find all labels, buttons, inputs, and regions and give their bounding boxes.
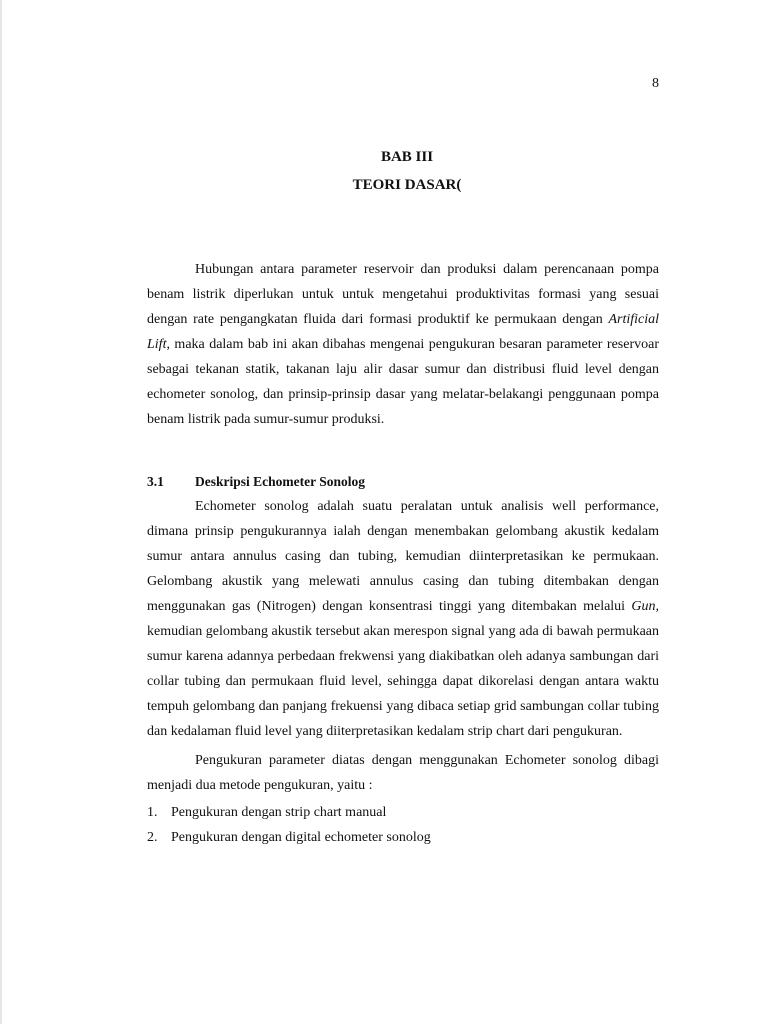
- methods-list: [147, 800, 659, 850]
- section-number: 3.1: [147, 474, 164, 489]
- chapter-number: BAB III: [380, 149, 434, 165]
- intro-paragraph: [147, 257, 659, 432]
- list-item-number: 1.: [147, 805, 158, 820]
- list-item-text: Pengukuran dengan strip chart manual: [171, 805, 387, 820]
- page-content: [147, 143, 659, 850]
- list-item: [147, 800, 659, 825]
- echometer-text-1: Echometer sonolog adalah suatu peralatan untuk analisis well performance, dimana prinsip pengukurannya ialah dengan menembakan gelombang akustik kedalam sumur antara annulus casing dan tubing, kemudian diinterpretasikan ke permukaan. Gelombang akustik yang melewati annulus casing dan tubing ditembakan dengan menggunakan gas (Nitrogen) dengan konsentrasi tinggi yang ditembakan melalui: [147, 499, 659, 614]
- echometer-paragraph: [147, 494, 659, 744]
- section-heading: [147, 469, 659, 494]
- list-item: [147, 825, 659, 850]
- intro-text-2: , maka dalam bab ini akan dibahas mengenai pengukuran besaran parameter reservoar sebagai tekanan statik, takanan laju alir dasar sumur dan distribusi fluid level dengan echometer sonolog, dan prinsip-prinsip dasar yang melatar-belakangi penggunaan pompa benam listrik pada sumur-sumur produksi.: [147, 337, 659, 427]
- page-left-edge: [0, 0, 2, 1024]
- pengukuran-paragraph: Pengukuran parameter diatas dengan menggunakan Echometer sonolog dibagi menjadi dua metode pengukuran, yaitu :: [147, 753, 659, 793]
- chapter-title: TEORI DASAR(: [352, 177, 462, 193]
- list-item-number: 2.: [147, 830, 158, 845]
- list-item-text: Pengukuran dengan digital echometer sonolog: [171, 830, 431, 845]
- intro-text-1: Hubungan antara parameter reservoir dan produksi dalam perencanaan pompa benam listrik diperlukan untuk untuk mengetahui produktivitas formasi yang sesuai dengan rate pengangkatan fluida dari formasi produktif ke permukaan dengan: [147, 262, 659, 327]
- echometer-text-2: kemudian gelombang akustik tersebut akan merespon signal yang ada di bawah permukaan sumur karena adannya perbedaan frekwensi yang diakibatkan oleh adanya sambungan dari collar tubing dan permukaan fluid level, sehingga dapat dikorelasi dengan antara waktu tempuh gelombang dan panjang frekuensi yang dibaca setiap grid sambungan collar tubing dan kedalaman fluid level yang diiterpretasikan kedalam strip chart dari pengukuran.: [147, 624, 659, 739]
- section-title: Deskripsi Echometer Sonolog: [195, 474, 366, 489]
- echometer-italic-term: Gun,: [631, 599, 659, 614]
- page-number: 8: [652, 76, 659, 91]
- intro-italic-term: Artificial Lift: [147, 312, 659, 352]
